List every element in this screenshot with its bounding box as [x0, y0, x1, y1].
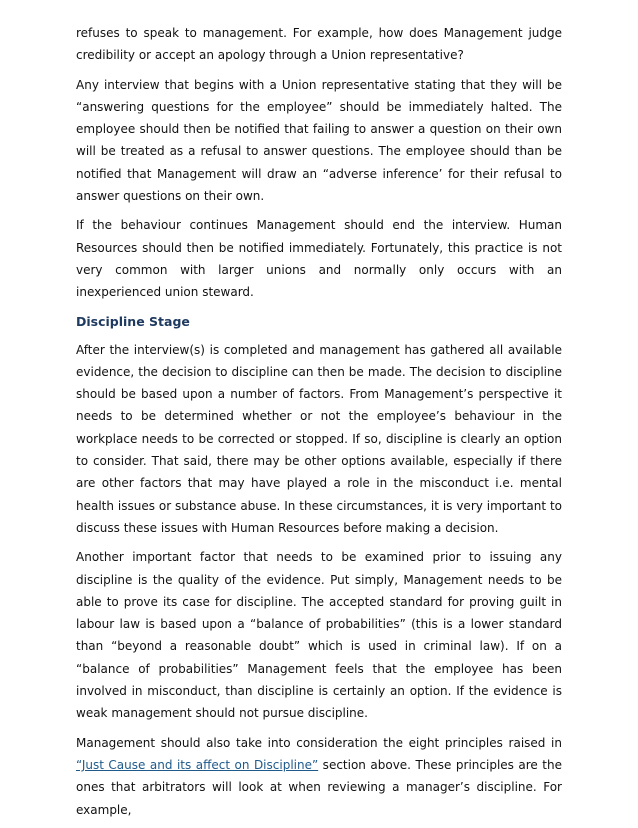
paragraph: If the behaviour continues Management should end the interview. Human Resources should then be notified immediately. Fortunately, this practice is not very common with larger unions and normally only occurs with an inexperienced union steward. — [76, 218, 562, 300]
document-body — [76, 22, 562, 828]
paragraph — [76, 732, 562, 821]
paragraph: Any interview that begins with a Union representative stating that they will be “answering questions for the employee” should be immediately halted. The employee should then be notified that failing to answer a question on their own will be treated as a refusal to answer questions. The employee should than be notified that Management will draw an “adverse inference’ for their refusal to answer questions on their own. — [76, 77, 562, 204]
paragraph-text: section above. These principles are the ones that arbitrators will look at when reviewing a manager’s discipline. For example, — [76, 757, 562, 817]
just-cause-link[interactable]: “Just Cause and its affect on Discipline” — [76, 757, 319, 772]
paragraph: After the interview(s) is completed and management has gathered all available evidence, the decision to discipline can then be made. The decision to discipline should be based upon a number of factors. From Management’s perspective it needs to be determined whether or not the employee’s behaviour in the workplace needs to be corrected or stopped. If so, discipline is clearly an option to consider. That said, there may be other options available, especially if there are other factors that may have played a role in the misconduct i.e. mental health issues or substance abuse. In these circumstances, it is very important to discuss these issues with Human Resources before making a decision. — [76, 342, 562, 535]
paragraph-text: Management should also take into consideration the eight principles raised in — [76, 735, 562, 750]
paragraph: Another important factor that needs to be examined prior to issuing any discipline is the quality of the evidence. Put simply, Management needs to be able to prove its case for discipline. The accepted standard for proving guilt in labour law is based upon a “balance of probabilities” (this is a lower standard than “beyond a reasonable doubt” which is used in criminal law). If on a “balance of probabilities” Management feels that the employee has been involved in misconduct, than discipline is certainly an option. If the evidence is weak management should not pursue discipline. — [76, 550, 562, 721]
paragraph: refuses to speak to management. For example, how does Management judge credibility or accept an apology through a Union representative? — [76, 26, 562, 63]
section-heading: Discipline Stage — [76, 313, 190, 329]
